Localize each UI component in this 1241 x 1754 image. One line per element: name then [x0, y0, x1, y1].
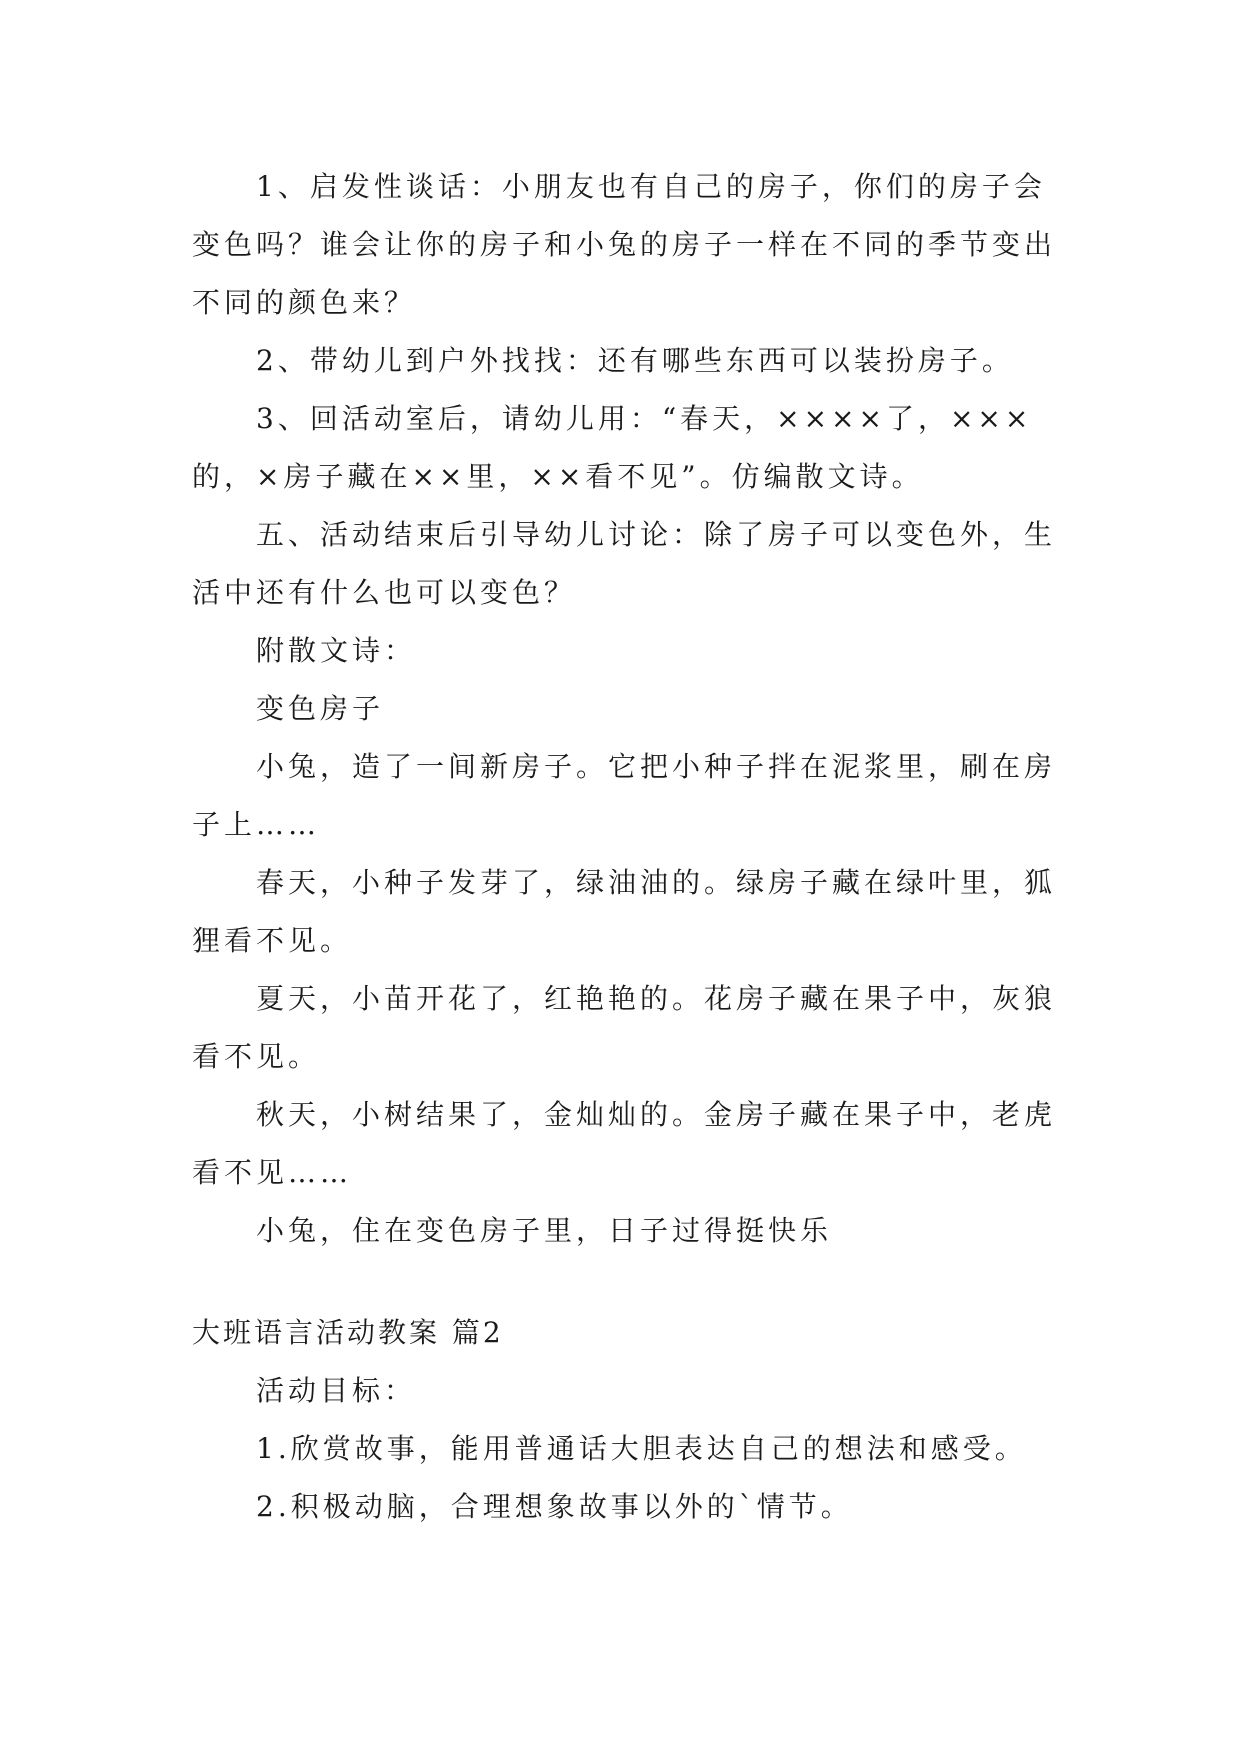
paragraph-goal-1: 1.欣赏故事，能用普通话大胆表达自己的想法和感受。 [256, 1432, 1027, 1465]
paragraph-goal-2: 2.积极动脑，合理想象故事以外的`情节。 [256, 1490, 853, 1523]
poem-stanza-intro: 小兔，造了一间新房子。它把小种子拌在泥浆里，刷在房子上…… [192, 750, 1057, 841]
section-spacer [192, 1260, 1072, 1304]
paragraph-section-5: 五、活动结束后引导幼儿讨论：除了房子可以变色外，生活中还有什么也可以变色？ [192, 518, 1057, 609]
poem-stanza-autumn: 秋天，小树结果了，金灿灿的。金房子藏在果子中，老虎看不见…… [192, 1098, 1057, 1189]
paragraph-goals-label: 活动目标： [256, 1374, 417, 1407]
paragraph-appendix-label: 附散文诗： [256, 634, 417, 667]
paragraph-step-1: 1、启发性谈话：小朋友也有自己的房子，你们的房子会变色吗？谁会让你的房子和小兔的房子一样在不同的季节变出不同的颜色来？ [192, 170, 1057, 319]
paragraph-step-2: 2、带幼儿到户外找找：还有哪些东西可以装扮房子。 [256, 344, 1014, 377]
poem-stanza-summer: 夏天，小苗开花了，红艳艳的。花房子藏在果子中，灰狼看不见。 [192, 982, 1057, 1073]
poem-stanza-spring: 春天，小种子发芽了，绿油油的。绿房子藏在绿叶里，狐狸看不见。 [192, 866, 1057, 957]
poem-title: 变色房子 [256, 692, 385, 725]
section-heading: 大班语言活动教案 篇2 [192, 1316, 504, 1349]
document-body [192, 158, 1072, 1536]
poem-stanza-ending: 小兔，住在变色房子里，日子过得挺快乐 [256, 1214, 833, 1247]
paragraph-step-3: 3、回活动室后，请幼儿用：“春天，××××了，×××的，×房子藏在××里，××看不见”。仿编散文诗。 [192, 402, 1033, 493]
